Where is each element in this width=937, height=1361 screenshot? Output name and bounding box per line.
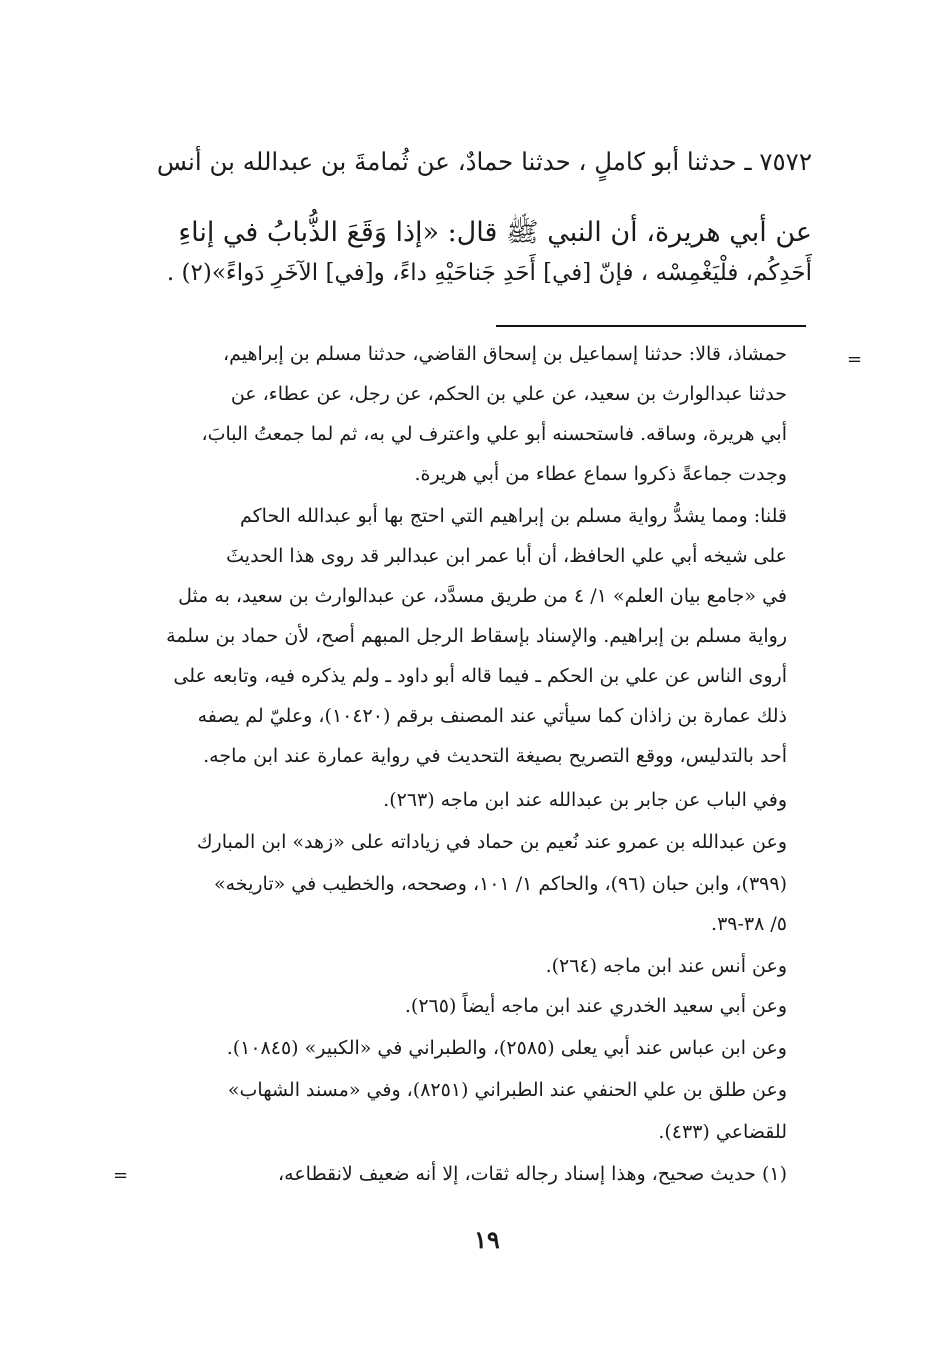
footnote-line: وعن طلق بن علي الحنفي عند الطبراني (٨٢٥١)، وفي «مسند الشهاب» xyxy=(227,1079,787,1101)
footnote-separator xyxy=(496,325,806,327)
footnote-line: على شيخه أبي علي الحافظ، أن أبا عمر ابن عبدالبر قد روى هذا الحديثَ xyxy=(226,545,787,567)
footnote-line: وعن ابن عباس عند أبي يعلى (٢٥٨٥)، والطبراني في «الكبير» (١٠٨٤٥). xyxy=(226,1037,787,1059)
footnote-line: أبي هريرة، وساقه. فاستحسنه أبو علي واعترف لي به، ثم لما جمعتُ البابَ، xyxy=(201,423,787,445)
footnote-line: وجدت جماعةً ذكروا سماع عطاء من أبي هريرة. xyxy=(414,463,787,485)
hadith-line-2: عن أبي هريرة، أن النبي ﷺ قال: «إذا وَقَعَ الذُّبابُ في إناءِ xyxy=(178,217,812,248)
hadith-line-3: أَحَدِكُم، فلْيَغْمِسْه ، فإنّ [في] أَحَدِ جَناحَيْهِ داءً، و[في] الآخَرِ دَواءً»(٢) . xyxy=(166,260,812,286)
page-number: ١٩ xyxy=(474,1225,500,1254)
footnote-line: وعن عبدالله بن عمرو عند نُعيم بن حماد في زياداته على «زهد» ابن المبارك xyxy=(196,831,787,853)
footnote-line: حدثنا عبدالوارث بن سعيد، عن علي بن الحكم، عن رجل، عن عطاء، عن xyxy=(230,383,787,405)
footnote-line: وعن أبي سعيد الخدري عند ابن ماجه أيضاً (٢٦٥). xyxy=(404,995,787,1017)
continuation-mark-start: = xyxy=(847,349,863,370)
footnote-line: (٣٩٩)، وابن حبان (٩٦)، والحاكم ١/ ١٠١، وصححه، والخطيب في «تاريخه» xyxy=(214,873,787,895)
continuation-mark-end: = xyxy=(113,1165,129,1186)
footnote-line: وعن أنس عند ابن ماجه (٢٦٤). xyxy=(545,955,787,977)
footnote-line: أروى الناس عن علي بن الحكم ـ فيما قاله أبو داود ـ ولم يذكره فيه، وتابعه على xyxy=(173,665,787,687)
footnote-line: للقضاعي (٤٣٣). xyxy=(658,1121,787,1143)
footnote-line: ٥/ ٣٨-٣٩. xyxy=(711,913,787,935)
footnote-line: وفي الباب عن جابر بن عبدالله عند ابن ماجه (٢٦٣). xyxy=(383,789,787,811)
footnote-line: حمشاذ، قالا: حدثنا إسماعيل بن إسحاق القاضي، حدثنا مسلم بن إبراهيم، xyxy=(222,343,787,365)
footnote-line: في «جامع بيان العلم» ١/ ٤ من طريق مسدَّد، عن عبدالوارث بن سعيد، به مثل xyxy=(178,585,787,607)
footnote-line: (١) حديث صحيح، وهذا إسناد رجاله ثقات، إلا أنه ضعيف لانقطاعه، xyxy=(278,1163,787,1185)
footnote-line: ذلك عمارة بن زاذان كما سيأتي عند المصنف برقم (١٠٤٢٠)، وعليّ لم يصفه xyxy=(197,705,787,727)
footnote-line: قلنا: ومما يشدُّ رواية مسلم بن إبراهيم التي احتج بها أبو عبدالله الحاكم xyxy=(239,505,787,527)
footnote-line: رواية مسلم بن إبراهيم. والإسناد بإسقاط الرجل المبهم أصح، لأن حماد بن سلمة xyxy=(166,625,787,647)
footnote-line: أحد بالتدليس، ووقع التصريح بصيغة التحديث في رواية عمارة عند ابن ماجه. xyxy=(203,745,787,767)
hadith-line-1: ٧٥٧٢ ـ حدثنا أبو كاملٍ ، حدثنا حمادٌ، عن ثُمامةَ بن عبدالله بن أنس xyxy=(156,147,812,176)
